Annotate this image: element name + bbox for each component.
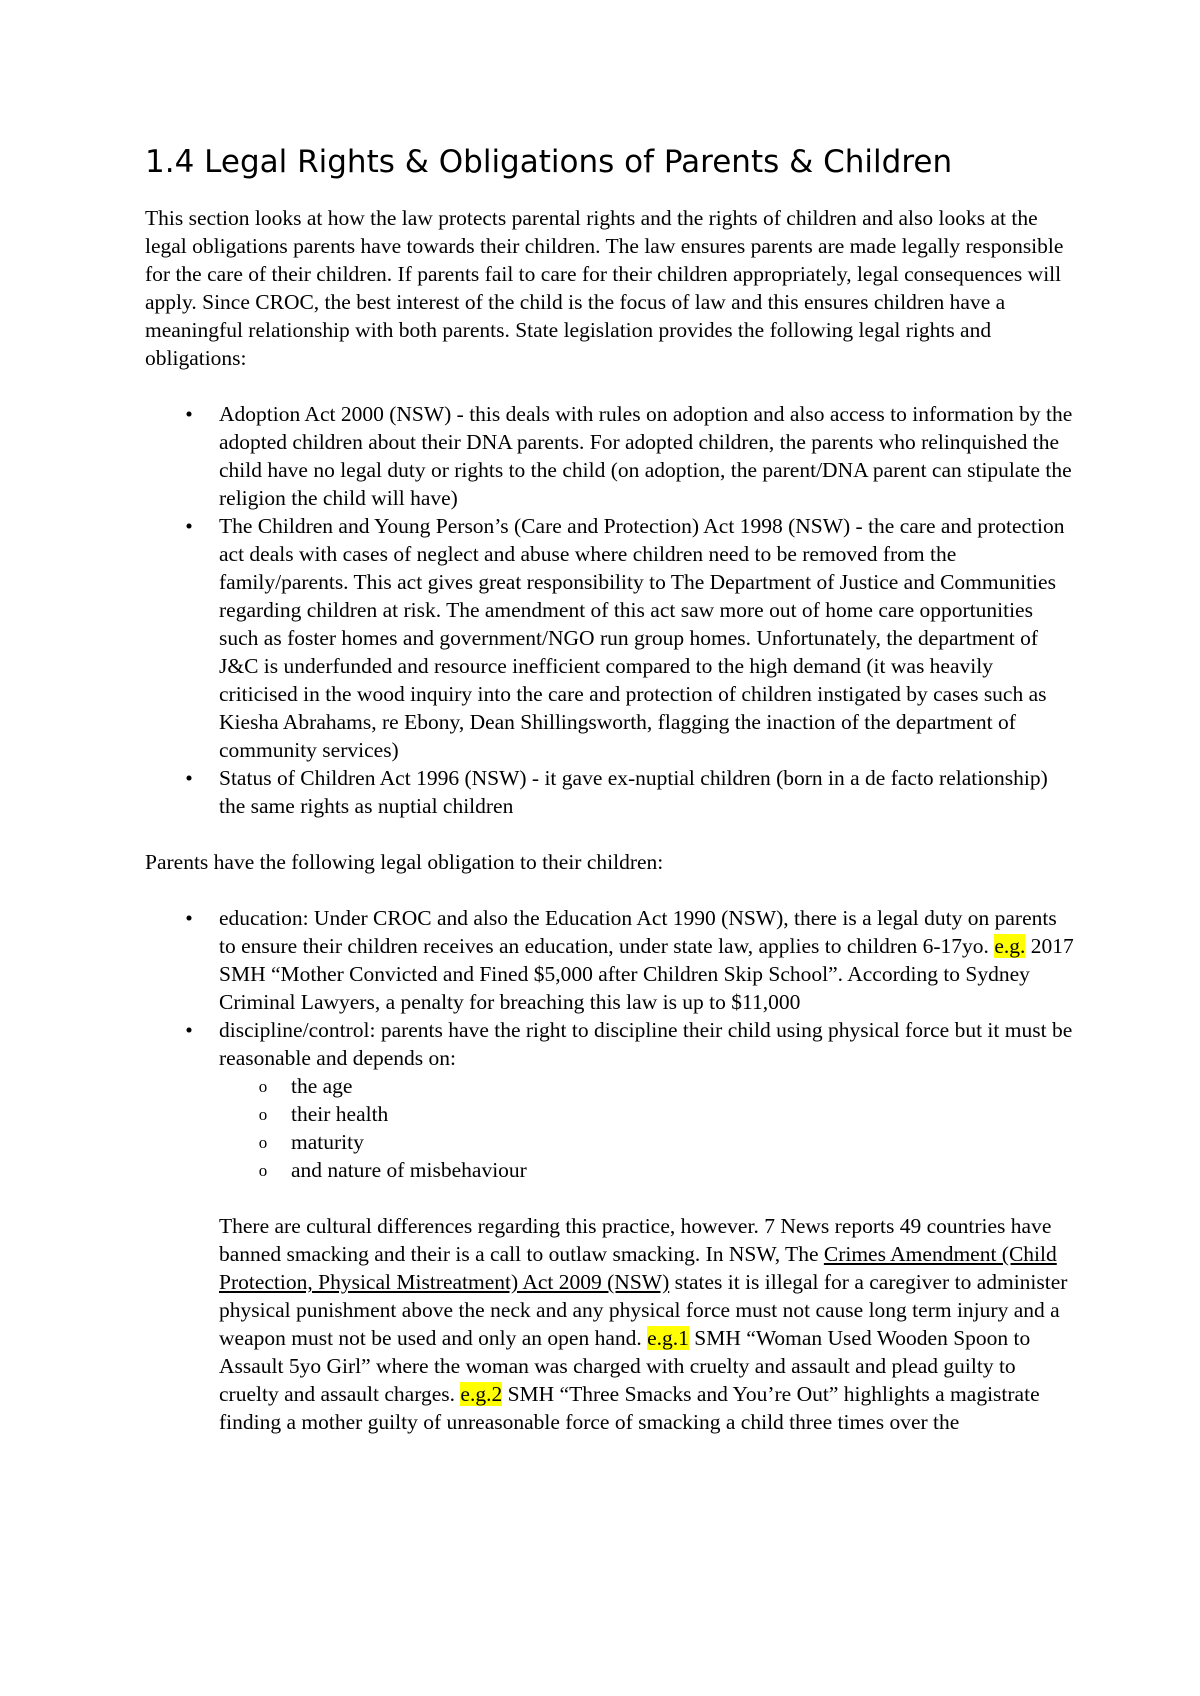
circle-bullet-icon: o bbox=[258, 1105, 268, 1124]
cultural-text-cont: states it is illegal for a caregiver to administer physical punishment above the neck and any physical force must not cause long term injury and a weapon must not be used and only an open hand. bbox=[219, 1270, 1068, 1350]
obligations-list bbox=[145, 904, 1075, 1184]
act-name-underlined: Crimes Amendment (Child Protection, Physical Mistreatment) Act 2009 (NSW) bbox=[219, 1242, 1057, 1294]
cultural-text-end: SMH “Three Smacks and You’re Out” highlights a magistrate finding a mother guilty of unreasonable force of smacking a child three times over the bbox=[219, 1382, 1040, 1434]
list-item-text: The Children and Young Person’s (Care and Protection) Act 1998 (NSW) - the care and protection act deals with cases of neglect and abuse where children need to be removed from the family/parents. This act gives great responsibility to The Department of Justice and Communities regarding children at risk. The amendment of this act saw more out of home care opportunities such as foster homes and government/NGO run group homes. Unfortunately, the department of J&C is underfunded and resource inefficient compared to the high demand (it was heavily criticised in the wood inquiry into the care and protection of children instigated by cases such as Kiesha Abrahams, re Ebony, Dean Shillingsworth, flagging the inaction of the department of community services) bbox=[219, 514, 1065, 762]
bullet-icon: • bbox=[185, 766, 193, 790]
sub-list-item-text: and nature of misbehaviour bbox=[291, 1158, 527, 1182]
bullet-icon: • bbox=[185, 906, 193, 930]
sub-list-item bbox=[258, 1072, 1075, 1100]
bullet-icon: • bbox=[185, 1018, 193, 1042]
list-item bbox=[185, 764, 1075, 820]
eg-highlight: e.g. bbox=[994, 934, 1026, 958]
education-text: education: Under CROC and also the Education Act 1990 (NSW), there is a legal duty on parents to ensure their children receives an education, under state law, applies to children 6-17yo. bbox=[219, 906, 1057, 958]
sub-list-item-text: maturity bbox=[291, 1130, 364, 1154]
discipline-factors bbox=[219, 1072, 1075, 1184]
list-item bbox=[185, 400, 1075, 512]
cultural-text: There are cultural differences regarding this practice, however. 7 News reports 49 countries have banned smacking and their is a call to outlaw smacking. In NSW, The bbox=[219, 1214, 1052, 1266]
list-item-discipline bbox=[185, 1016, 1075, 1184]
sub-list-item-text: their health bbox=[291, 1102, 389, 1126]
intro-paragraph: This section looks at how the law protects parental rights and the rights of children and also looks at the legal obligations parents have towards their children. The law ensures parents are made legally responsible for the care of their children. If parents fail to care for their children appropriately, legal consequences will apply. Since CROC, the best interest of the child is the focus of law and this ensures children have a meaningful relationship with both parents. State legislation provides the following legal rights and obligations: bbox=[145, 206, 1064, 370]
sub-list-item bbox=[258, 1156, 1075, 1184]
sub-list-item bbox=[258, 1128, 1075, 1156]
page-title: 1.4 Legal Rights & Obligations of Parents & Children bbox=[145, 144, 953, 180]
cultural-paragraph bbox=[145, 1212, 1075, 1436]
discipline-text: discipline/control: parents have the right to discipline their child using physical force but it must be reasonable and depends on: bbox=[219, 1018, 1073, 1070]
sub-list-item bbox=[258, 1100, 1075, 1128]
sub-list-item-text: the age bbox=[291, 1074, 353, 1098]
bullet-icon: • bbox=[185, 402, 193, 426]
list-item bbox=[185, 512, 1075, 764]
eg2-highlight: e.g.2 bbox=[460, 1382, 503, 1406]
eg1-highlight: e.g.1 bbox=[647, 1326, 689, 1350]
education-text-cont: 2017 SMH “Mother Convicted and Fined $5,000 after Children Skip School”. According to Sydney Criminal Lawyers, a penalty for breaching this law is up to $11,000 bbox=[219, 934, 1074, 1014]
circle-bullet-icon: o bbox=[258, 1133, 268, 1152]
list-item-text: Adoption Act 2000 (NSW) - this deals with rules on adoption and also access to information by the adopted children about their DNA parents. For adopted children, the parents who relinquished the child have no legal duty or rights to the child (on adoption, the parent/DNA parent can stipulate the religion the child will have) bbox=[219, 402, 1073, 510]
cultural-text-cont2: SMH “Woman Used Wooden Spoon to Assault 5yo Girl” where the woman was charged with cruelty and assault and plead guilty to cruelty and assault charges. bbox=[219, 1326, 1031, 1406]
rights-list bbox=[145, 400, 1075, 820]
circle-bullet-icon: o bbox=[258, 1161, 268, 1180]
obligations-intro: Parents have the following legal obligation to their children: bbox=[145, 850, 664, 874]
page-content bbox=[145, 140, 1075, 1436]
bullet-icon: • bbox=[185, 514, 193, 538]
list-item-education bbox=[185, 904, 1075, 1016]
circle-bullet-icon: o bbox=[258, 1077, 268, 1096]
list-item-text: Status of Children Act 1996 (NSW) - it gave ex-nuptial children (born in a de facto relationship) the same rights as nuptial children bbox=[219, 766, 1048, 818]
